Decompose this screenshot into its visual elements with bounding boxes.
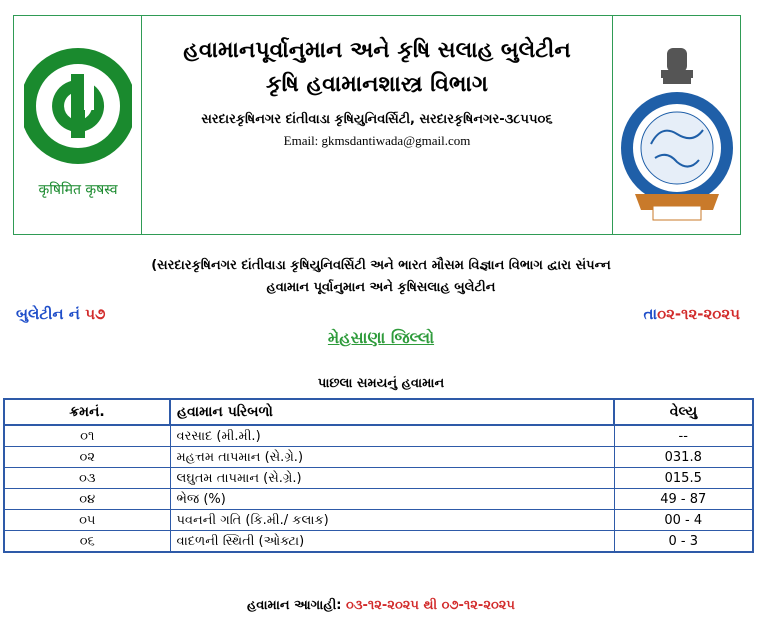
header-parameter: હવામાન પરિબળો <box>170 399 614 425</box>
past-weather-title: પાછલા સમયનું હવામાન <box>317 376 445 391</box>
row-serial: ૦૬ <box>4 531 170 553</box>
forecast-heading <box>0 598 762 613</box>
table-row <box>4 468 753 489</box>
bulletin-title: હવામાનપૂર્વાનુમાન અને કૃષિ સલાહ બુલેટીન <box>183 38 571 63</box>
row-value: 49 - 87 <box>614 489 753 510</box>
row-serial: ૦૧ <box>4 425 170 447</box>
row-serial: ૦૩ <box>4 468 170 489</box>
header-text <box>142 16 612 234</box>
header-value: વેલ્યુ <box>614 399 753 425</box>
left-logo-cell <box>14 16 142 234</box>
bulletin-date-label: તા <box>643 305 658 323</box>
row-parameter: મહત્તમ તાપમાન (સે.ગ્રે.) <box>170 447 614 468</box>
bulletin-date-value: ૦૨-૧૨-૨૦૨૫ <box>657 305 740 323</box>
row-value: 015.5 <box>614 468 753 489</box>
table-row <box>4 425 753 447</box>
row-parameter: વાદળની સ્થિતી (ઓક્ટા) <box>170 531 614 553</box>
forecast-dates: ૦૩-૧૨-૨૦૨૫ થી ૦૭-૧૨-૨૦૨૫ <box>346 598 515 613</box>
row-value: -- <box>614 425 753 447</box>
bulletin-number-label: બુલેટીન નં <box>16 305 86 323</box>
partnership-line: (સરદારકૃષિનગર દાંતીવાડા કૃષિયુનિવર્સિટી અને ભારત મૌસમ વિજ્ઞાન વિભાગ દ્વારા સંપન્ન <box>151 258 611 273</box>
email-line: Email: gkmsdantiwada@gmail.com <box>283 133 471 148</box>
right-logo-cell <box>612 16 740 234</box>
address-line: સરદારકૃષિનગર દાંતીવાડા કૃષિયુનિવર્સિટી, સરદારકૃષિનગર-૩૮૫૫૦૬ <box>201 112 553 127</box>
table-row <box>4 489 753 510</box>
forecast-label: હવામાન આગાહી: <box>247 598 347 613</box>
header-serial: ક્રમનં. <box>4 399 170 425</box>
table-header-row <box>4 399 753 425</box>
bulletin-number-value: ૫૭ <box>85 305 106 323</box>
department-title: કૃષિ હવામાનશાસ્ત્ર વિભાગ <box>266 72 488 97</box>
bulletin-type-line: હવામાન પૂર્વાનુમાન અને કૃષિસલાહ બુલેટીન <box>266 280 496 295</box>
bulletin-date <box>643 305 740 323</box>
university-logo-icon <box>24 46 132 216</box>
row-parameter: લઘુતમ તાપમાન (સે.ગ્રે.) <box>170 468 614 489</box>
row-parameter: વરસાદ (મી.મી.) <box>170 425 614 447</box>
table-row <box>4 510 753 531</box>
table-row <box>4 531 753 553</box>
row-value: 00 - 4 <box>614 510 753 531</box>
bulletin-header <box>13 15 741 235</box>
row-value: 0 - 3 <box>614 531 753 553</box>
row-serial: ૦૨ <box>4 447 170 468</box>
district-name: મેહસાણા જિલ્લો <box>327 328 435 347</box>
emblem-icon <box>661 48 693 84</box>
row-serial: ૦૪ <box>4 489 170 510</box>
imd-logo-icon <box>621 44 733 224</box>
bulletin-number <box>16 305 105 323</box>
row-parameter: ભેજ (%) <box>170 489 614 510</box>
table-row <box>4 447 753 468</box>
row-serial: ૦૫ <box>4 510 170 531</box>
past-weather-table <box>3 398 754 553</box>
row-parameter: પવનની ગતિ (કિ.મી./ કલાક) <box>170 510 614 531</box>
logo-motto: कृषिमित कृषस्व <box>38 182 118 198</box>
row-value: 031.8 <box>614 447 753 468</box>
district-heading <box>0 328 762 348</box>
